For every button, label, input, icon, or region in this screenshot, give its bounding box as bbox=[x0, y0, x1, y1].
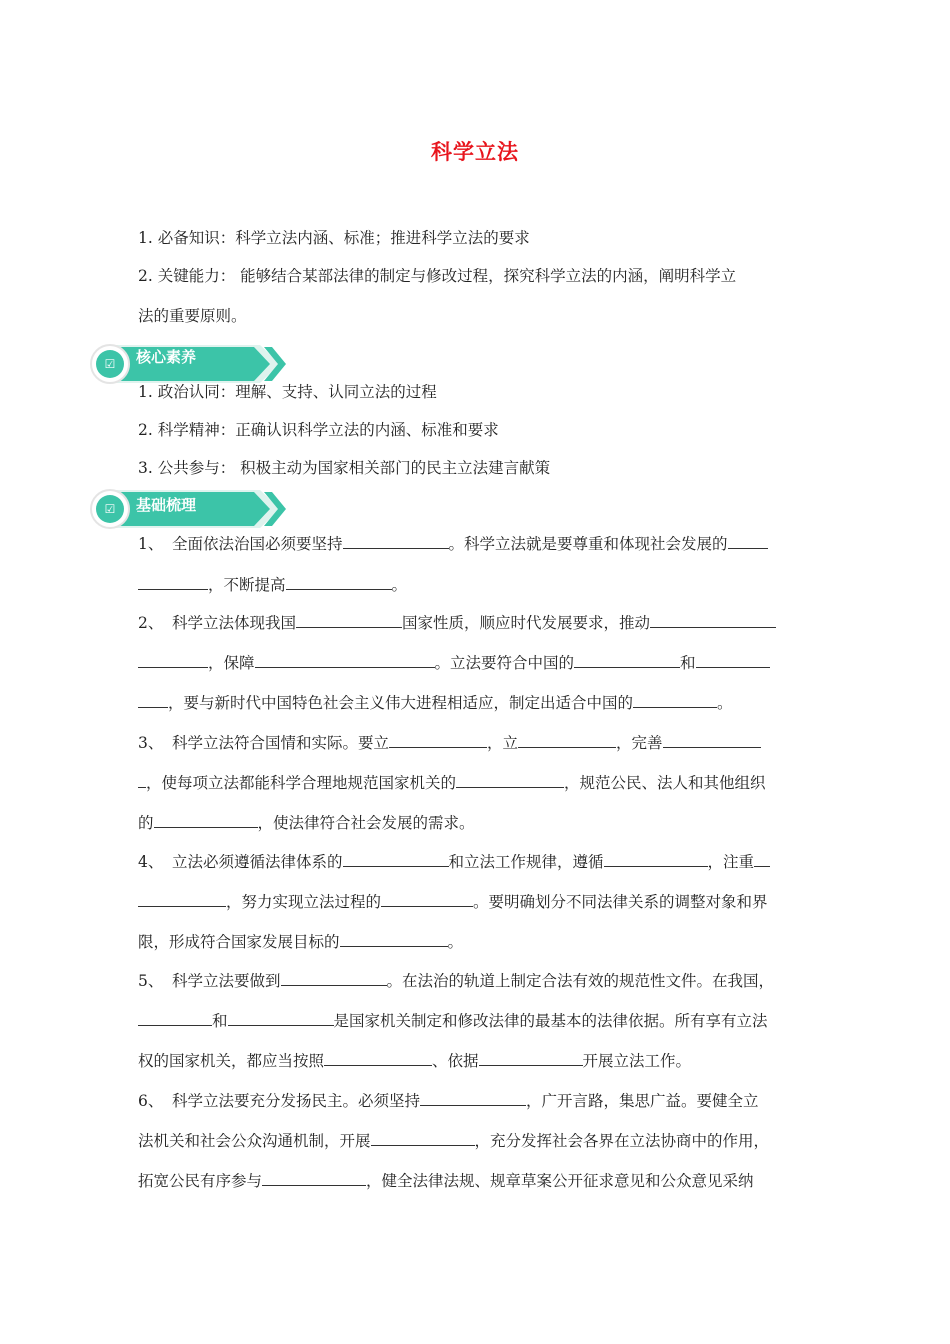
question-2: 2、 科学立法体现我国 国家性质，顺应时代发展要求，推动 bbox=[138, 613, 818, 633]
fill-blank[interactable] bbox=[604, 852, 708, 867]
section-banner-basic bbox=[88, 488, 288, 530]
checkbox-icon: ☑ bbox=[104, 357, 116, 371]
core-item-2: 2. 科学精神：正确认识科学立法的内涵、标准和要求 bbox=[138, 421, 499, 439]
fill-blank[interactable] bbox=[262, 1171, 366, 1186]
question-2-cont: ，保障 。立法要符合中国的 和 bbox=[138, 653, 818, 673]
question-4-cont: ，努力实现立法过程的 。要明确划分不同法律关系的调整对象和界 bbox=[138, 892, 818, 912]
section-label-basic: 基础梳理 bbox=[136, 496, 197, 514]
question-6-cont2: 拓宽公民有序参与 ，健全法律法规、规章草案公开征求意见和公众意见采纳 bbox=[138, 1172, 754, 1190]
fill-blank[interactable] bbox=[650, 613, 776, 628]
fill-blank[interactable] bbox=[343, 534, 449, 549]
fill-blank[interactable] bbox=[574, 653, 680, 668]
question-1-cont: ，不断提高 。 bbox=[138, 575, 818, 595]
fill-blank[interactable] bbox=[286, 575, 392, 590]
fill-blank[interactable] bbox=[343, 852, 449, 867]
fill-blank[interactable] bbox=[381, 892, 473, 907]
question-5-cont: 和 是国家机关制定和修改法律的最基本的法律依据。所有享有立法 bbox=[138, 1011, 818, 1031]
question-3-cont2: 的 ，使法律符合社会发展的需求。 bbox=[138, 814, 475, 832]
fill-blank[interactable] bbox=[281, 971, 387, 986]
fill-blank[interactable] bbox=[138, 575, 208, 590]
fill-blank[interactable] bbox=[479, 1051, 583, 1066]
fill-blank[interactable] bbox=[228, 1011, 334, 1026]
question-6-cont: 法机关和社会公众沟通机制，开展 ，充分发挥社会各界在立法协商中的作用， bbox=[138, 1132, 770, 1150]
goal-item-2: 2. 关键能力： 能够结合某部法律的制定与修改过程，探究科学立法的内涵，阐明科学立 bbox=[138, 267, 737, 285]
fill-blank[interactable] bbox=[456, 773, 564, 788]
goal-item-2-cont: 法的重要原则。 bbox=[138, 307, 247, 325]
fill-blank[interactable] bbox=[389, 733, 487, 748]
fill-blank[interactable] bbox=[138, 653, 208, 668]
fill-blank[interactable] bbox=[696, 653, 770, 668]
fill-blank[interactable] bbox=[138, 892, 226, 907]
question-5-cont2: 权的国家机关，都应当按照 、依据 开展立法工作。 bbox=[138, 1052, 692, 1070]
question-2-cont2: ，要与新时代中国特色社会主义伟大进程相适应，制定出适合中国的 。 bbox=[138, 693, 818, 713]
question-3: 3、 科学立法符合国情和实际。要立 ，立 ，完善 bbox=[138, 733, 818, 753]
question-1: 1、 全面依法治国必须要坚持 。科学立法就是要尊重和体现社会发展的 bbox=[138, 534, 818, 554]
fill-blank[interactable] bbox=[138, 773, 146, 788]
fill-blank[interactable] bbox=[340, 932, 448, 947]
goal-item-1: 1. 必备知识：科学立法内涵、标准；推进科学立法的要求 bbox=[138, 229, 530, 247]
fill-blank[interactable] bbox=[154, 813, 258, 828]
section-banner-core bbox=[88, 343, 288, 385]
fill-blank[interactable] bbox=[754, 852, 770, 867]
section-label-core: 核心素养 bbox=[136, 348, 197, 366]
question-3-cont: ，使每项立法都能科学合理地规范国家机关的 ，规范公民、法人和其他组织 bbox=[138, 773, 818, 793]
fill-blank[interactable] bbox=[138, 693, 168, 708]
fill-blank[interactable] bbox=[255, 653, 435, 668]
fill-blank[interactable] bbox=[420, 1091, 526, 1106]
question-5: 5、 科学立法要做到 。在法治的轨道上制定合法有效的规范性文件。在我国， bbox=[138, 972, 775, 990]
fill-blank[interactable] bbox=[138, 1011, 212, 1026]
fill-blank[interactable] bbox=[663, 733, 761, 748]
question-6: 6、 科学立法要充分发扬民主。必须坚持 ，广开言路，集思广益。要健全立 bbox=[138, 1092, 759, 1110]
checkbox-icon: ☑ bbox=[104, 502, 116, 516]
fill-blank[interactable] bbox=[728, 534, 768, 549]
fill-blank[interactable] bbox=[371, 1131, 475, 1146]
core-item-3: 3. 公共参与： 积极主动为国家相关部门的民主立法建言献策 bbox=[138, 459, 551, 477]
fill-blank[interactable] bbox=[324, 1051, 432, 1066]
fill-blank[interactable] bbox=[633, 693, 717, 708]
page-title: 科学立法 bbox=[431, 140, 519, 164]
fill-blank[interactable] bbox=[518, 733, 616, 748]
core-item-1: 1. 政治认同：理解、支持、认同立法的过程 bbox=[138, 383, 437, 401]
fill-blank[interactable] bbox=[296, 613, 402, 628]
question-4-cont2: 限，形成符合国家发展目标的 。 bbox=[138, 933, 464, 951]
question-4: 4、 立法必须遵循法律体系的 和立法工作规律，遵循 ，注重 bbox=[138, 852, 818, 872]
